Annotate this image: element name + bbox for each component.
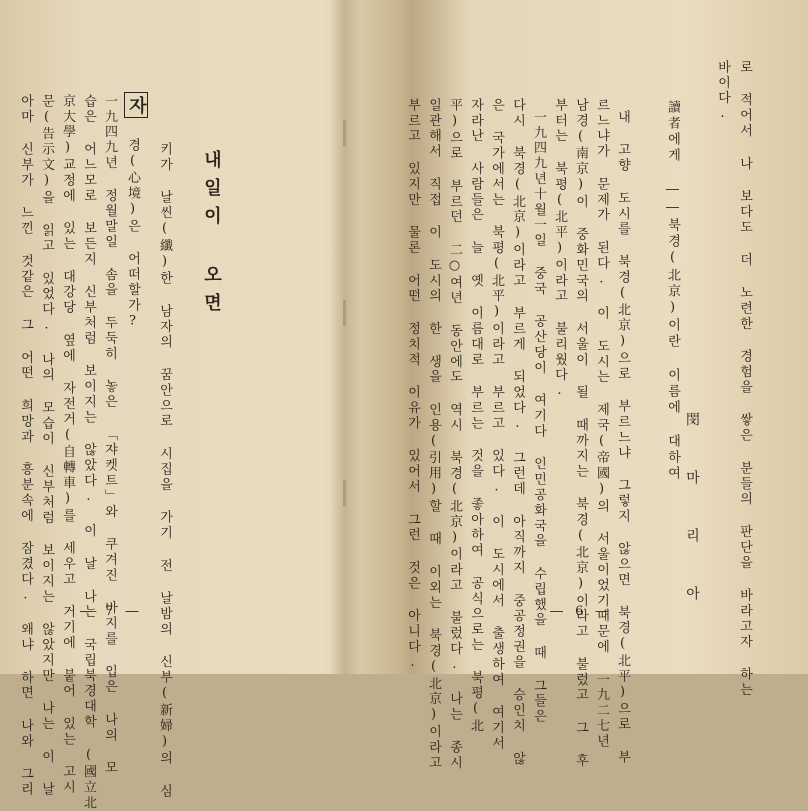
right-page — [360, 0, 808, 771]
book-gutter — [330, 0, 360, 674]
continuation-line: 로 적어서 나 보다도 더 노련한 경험을 쌓은 분들의 판단을 바라고자 하는 — [737, 60, 752, 698]
continuation-line: 바이다. — [715, 60, 730, 124]
body-line: 습은 어느모로 보든지 신부처럼 보이지는 않았다. 이 날 나는 국립북경대학 (國立北 — [81, 94, 96, 811]
author-name: 閔 마 리 아 — [684, 412, 700, 614]
body-line: 平)으로 부르던 二○여년 동안에도 역시 북경(北京)이라고 불렀다. 나는 종시 — [447, 98, 462, 771]
body-line: 一九四九년十월一일 중국 공산당이 여기다 인민공화국을 수립했을 때 그들은 — [531, 110, 546, 725]
binding-stitch — [343, 300, 346, 326]
body-line: 일관해서 직접 이 도시의 한 생을 인용(引用)할 때 이외는 북경(北京)이라고 — [426, 98, 441, 771]
page-number: ― 6 ― — [550, 604, 613, 619]
body-line: 내 고향 도시를 북경(北京)으로 부르느냐 그렇지 않으면 북경(北平)으로 부 — [615, 110, 630, 766]
body-line: 은 국가에서는 북평(北平)이라고 부르고 있다. 이 도시에서 출생하여 여기서 — [489, 98, 504, 752]
body-line: 자라난 사람들은 늘 옛 이름대로 부르는 것을 좋아하여 공식으로는 북평(北 — [468, 98, 483, 734]
body-line: 부터는 북평(北平)이라고 불리웠다. — [552, 98, 567, 401]
left-page — [0, 0, 330, 811]
binding-stitch — [343, 480, 346, 506]
article-title: 讀者에게 ――북경(北京)이란 이름에 대하여 — [665, 100, 680, 482]
body-line: 아마 신부가 느낀 것같은 그 어떤 희망과 흥분속에 잠겼다. 왜냐 하면 나와 그리 — [18, 94, 33, 798]
chapter-title: 내일이 오면 — [201, 150, 222, 321]
body-line: 다시 북경(北京)이라고 부르게 되었다. 그런데 아직까지 중공정권을 승인치 않 — [510, 98, 525, 767]
body-line: 경(心境)은 어떠할가? — [125, 138, 140, 331]
body-line: 부르고 있지만 물론 어떤 정치적 이유가 있어서 그런 것은 아니다. — [405, 98, 420, 673]
body-line: 르느냐가 문제가 된다. 이 도시는 제국(帝國)의 서울이었기때문에 一九二七년 — [594, 98, 609, 750]
body-line: 키가 날씬(纖)한 남자의 꿈안으로 시집을 가기 전 날밤의 신부(新婦)의 심 — [157, 142, 172, 800]
binding-stitch — [343, 120, 346, 146]
body-line: 一九四九년 정월말일 솜을 두둑히 놓은 「쟈켓트」와 쿠겨진 바지를 입은 나의 모 — [102, 94, 117, 777]
body-line: 京大學)교정에 있는 대강당 옆에 자전거(自轉車)를 세우고 거기에 붙어 있는 고시 — [60, 94, 75, 796]
section-label: 자 — [124, 92, 148, 118]
body-line: 문(告示文)을 읽고 있었다. 나의 모습이 신부처럼 보이지는 않았지만 나는 이 날 — [39, 94, 54, 798]
body-line: 남경(南京)이 중화민국의 서울이 될 때까지는 북경(北京)이라고 불렀고 그 후 — [573, 98, 588, 769]
page-number: ― 7 ― — [80, 604, 143, 619]
